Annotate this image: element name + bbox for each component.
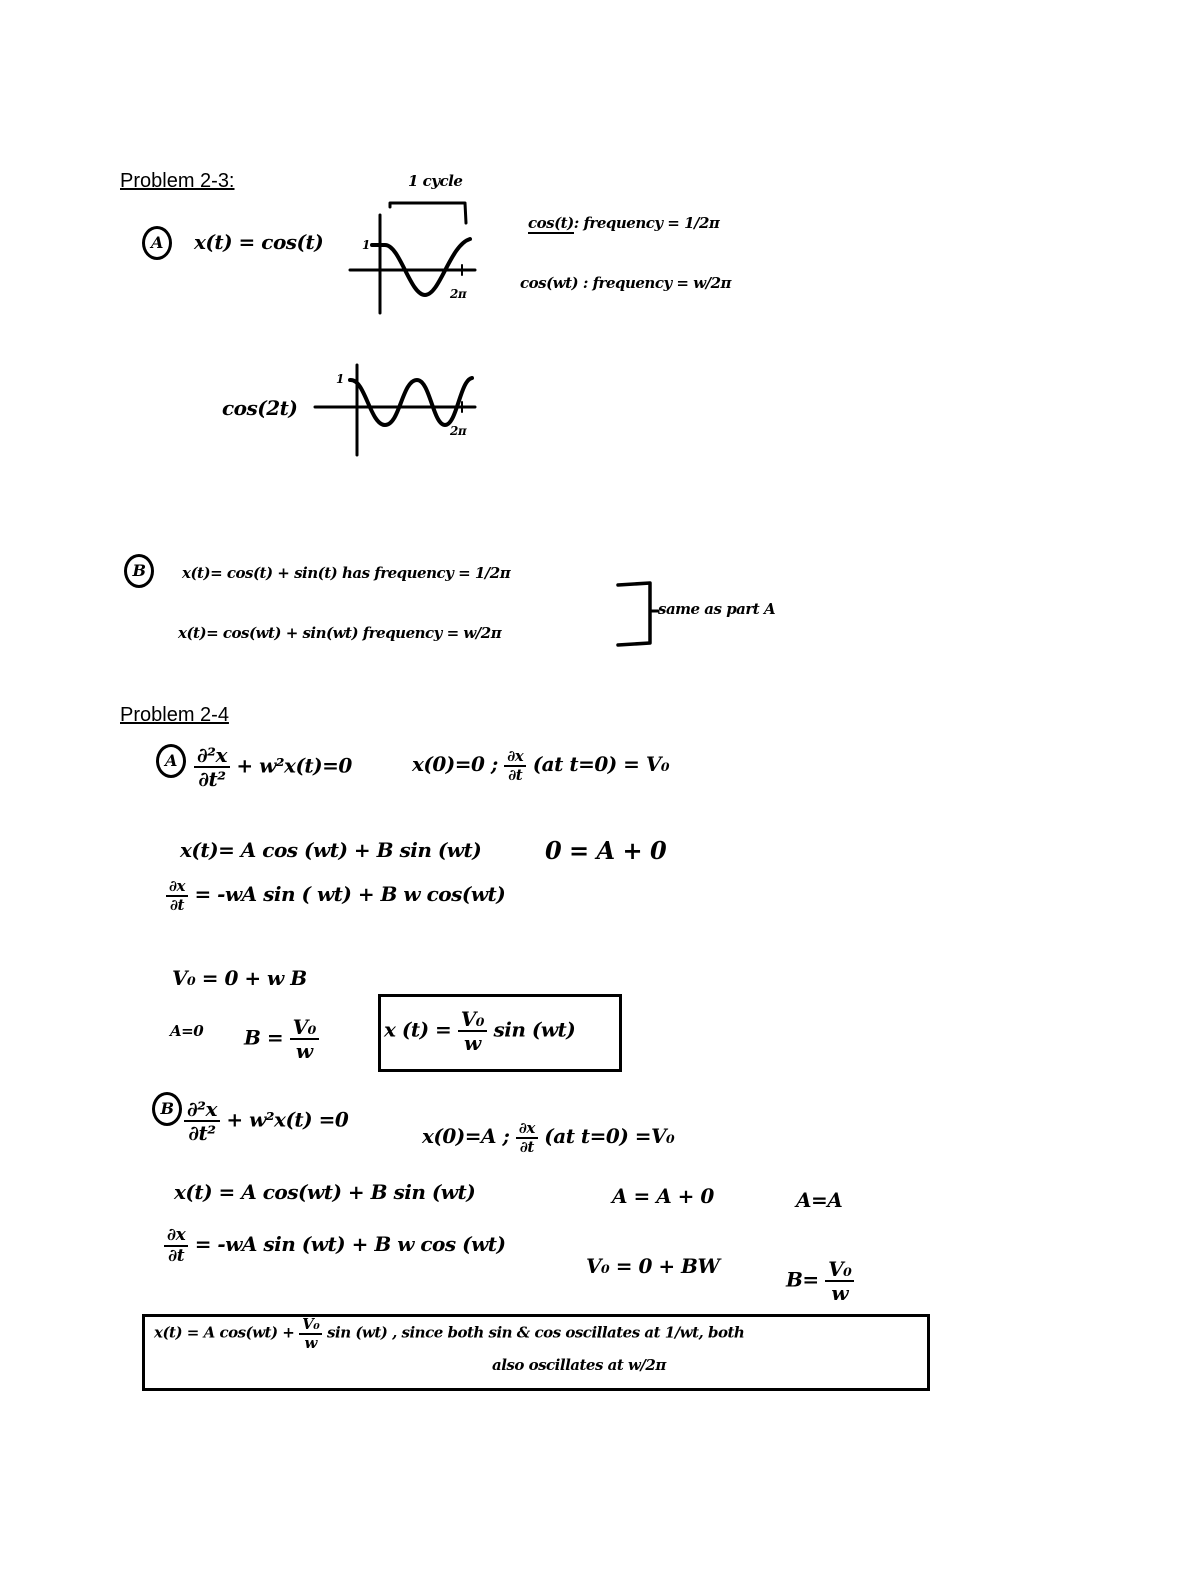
part-b-line-1: x(t)= cos(t) + sin(t) has frequency = 1/2π (182, 564, 511, 582)
part-a-equation: x(t) = cos(t) (194, 230, 324, 254)
p24b-v0-line: V₀ = 0 + BW (586, 1254, 720, 1278)
p24-part-a-label: A (156, 744, 186, 778)
p24a-initial-conditions: x(0)=0 ; $\frac{\partial x}{\partial t}$ (at t=0) = V₀ (412, 747, 670, 784)
p24a-b-value: B = $\frac{\text{V₀}}{w}$ (244, 1016, 319, 1062)
frequency-note-2: cos(wt) : frequency = w/2π (520, 274, 732, 292)
p24a-derivative: $\frac{\partial x}{\partial t}$ = -wA sin ( wt) + B w cos(wt) (166, 878, 505, 913)
bracket (610, 575, 660, 650)
problem-2-3-heading: Problem 2-3: (120, 170, 235, 192)
p24a-answer: x (t) = $\frac{\text{V₀}}{w}$ sin (wt) (384, 1007, 576, 1055)
p24b-a-value: A=A (796, 1188, 843, 1212)
p24a-a-value: A=0 (170, 1022, 204, 1040)
cycle-label: 1 cycle (408, 172, 463, 190)
p24b-ode: $\frac{\text{∂²x}}{\text{∂t²}}$ + w²x(t) =0 (184, 1098, 348, 1144)
problem-2-4-heading: Problem 2-4 (120, 704, 229, 726)
p24b-a-eval: A = A + 0 (612, 1184, 714, 1208)
p24a-general-solution: x(t)= A cos (wt) + B sin (wt) (180, 838, 482, 862)
frequency-note-1: cos(t): frequency = 1/2π (528, 214, 720, 232)
p24b-answer-line-2: also oscillates at w/2π (492, 1356, 666, 1374)
p24a-a-eval: 0 = A + 0 (545, 836, 667, 865)
graph2-amplitude-label: 1 (336, 372, 344, 386)
part-b-line-2: x(t)= cos(wt) + sin(wt) frequency = w/2π (178, 624, 502, 642)
graph2-equation: cos(2t) (222, 396, 298, 420)
p24b-general-solution: x(t) = A cos(wt) + B sin (wt) (174, 1180, 476, 1204)
part-a-label: A (142, 226, 172, 260)
bracket-note: same as part A (658, 600, 776, 618)
p24a-ode: $\frac{\text{∂²x}}{\text{∂t²}}$ + w²x(t)=0 (194, 744, 352, 790)
cos-t-graph (340, 195, 490, 320)
graph1-period-label: 2π (450, 287, 467, 301)
p24b-answer-line-1: x(t) = A cos(wt) + $\frac{\text{V₀}}{w}$ sin (wt) , since both sin & cos oscillates at 1/wt, both (154, 1315, 745, 1352)
p24a-v0-line: V₀ = 0 + w B (172, 966, 307, 990)
p24b-derivative: $\frac{\partial x}{\partial t}$ = -wA sin (wt) + B w cos (wt) (164, 1226, 506, 1265)
graph1-amplitude-label: 1 (362, 238, 370, 252)
p24b-initial-conditions: x(0)=A ; $\frac{\partial x}{\partial t}$ (at t=0) =V₀ (422, 1119, 675, 1156)
p24-part-b-label: B (152, 1092, 182, 1126)
p24b-b-value: B= $\frac{\text{V₀}}{w}$ (786, 1258, 854, 1304)
graph2-period-label: 2π (450, 424, 467, 438)
part-b-label: B (124, 554, 154, 588)
